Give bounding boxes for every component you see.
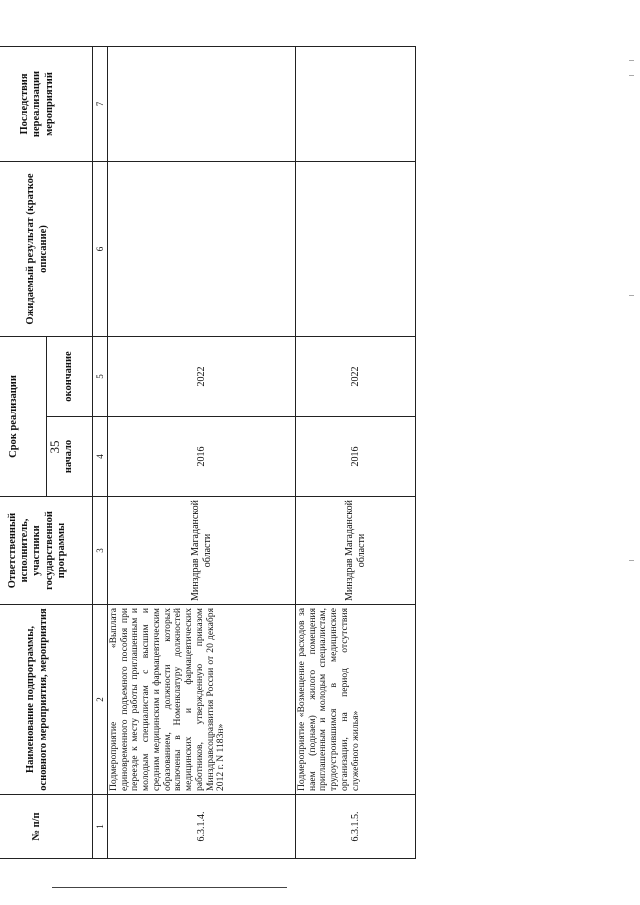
scan-mark (629, 75, 634, 76)
row-executor: Минздрав Магаданской области (108, 497, 296, 605)
row-name: Подмероприятие «Возмещение расходов за наем (поднаем) жилого помещения приглашенным и молодым специалистам, трудоустроившимся в медицинские организации, на период отсутствия служебного жилья» (296, 605, 416, 795)
row-consequences (108, 47, 296, 162)
header-executor: Ответственный исполнитель, участники государственной программы (0, 497, 93, 605)
header-result: Ожидаемый результат (краткое описание) (0, 162, 93, 337)
row-executor: Минздрав Магаданской области (296, 497, 416, 605)
scan-mark (629, 560, 634, 561)
column-number: 5 (93, 337, 108, 417)
column-number: 4 (93, 417, 108, 497)
column-number: 3 (93, 497, 108, 605)
row-result (108, 162, 296, 337)
rotated-table-container (0, 47, 400, 859)
header-end: окончание (47, 337, 93, 417)
page-number: 35 (47, 440, 62, 454)
program-table (0, 46, 416, 859)
row-start-year: 2016 (108, 417, 296, 497)
row-name: Подмероприятие «Выплата единовременного подъемного пособия при переезде к месту работы приглашенным и молодым специалистам с высшим и средним медицинским и фармацевтическим образованием, должности которых включены в Номенклатуру должностей медицинских и фармацевтических работников, утвержденную приказом Минздравсоцразвития России от 20 декабря 2012 г. N 1183н» (108, 605, 296, 795)
scan-mark (629, 60, 634, 61)
row-end-year: 2022 (296, 337, 416, 417)
table-row (108, 47, 296, 859)
header-num: № п/п (0, 795, 93, 859)
row-number: 6.3.1.4. (108, 795, 296, 859)
scan-mark (629, 295, 634, 296)
row-consequences (296, 47, 416, 162)
row-result (296, 162, 416, 337)
row-end-year: 2022 (108, 337, 296, 417)
header-period: Срок реализации (0, 337, 47, 497)
header-consequences: Последствия нереализации мероприятий (0, 47, 93, 162)
table-row (296, 47, 416, 859)
column-number: 2 (93, 605, 108, 795)
scan-edge-line (52, 887, 287, 888)
header-start: начало (47, 417, 93, 497)
column-number: 1 (93, 795, 108, 859)
row-number: 6.3.1.5. (296, 795, 416, 859)
column-number: 6 (93, 162, 108, 337)
row-start-year: 2016 (296, 417, 416, 497)
column-number: 7 (93, 47, 108, 162)
header-name: Наименование подпрограммы, основного мероприятия, мероприятия (0, 605, 93, 795)
